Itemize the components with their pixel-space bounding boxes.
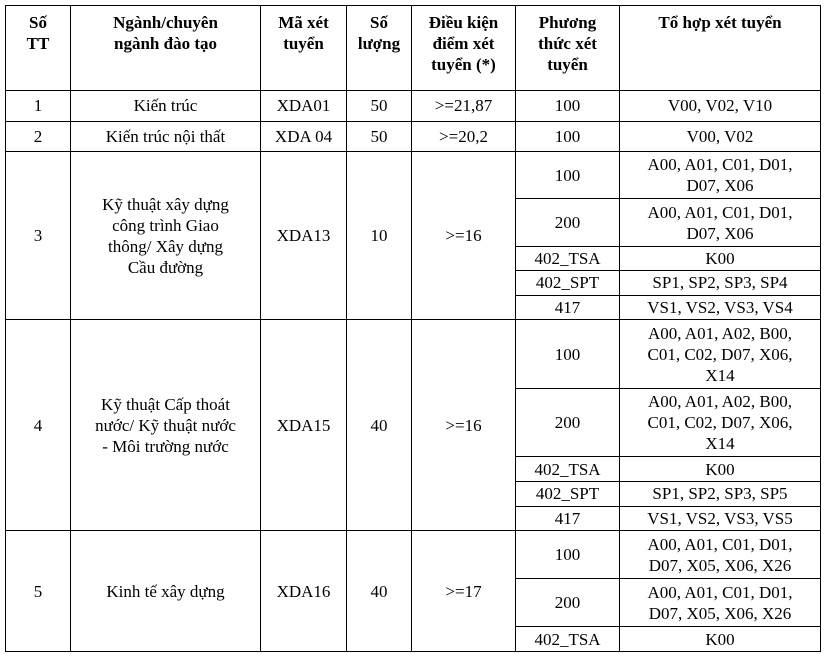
table-row — [6, 531, 821, 579]
row-code: XDA15 — [261, 320, 347, 531]
header-combo: Tổ hợp xét tuyển — [620, 6, 821, 91]
row-method: 402_TSA — [516, 457, 620, 482]
row-method: 402_TSA — [516, 627, 620, 652]
row-method: 417 — [516, 506, 620, 531]
row-stt: 1 — [6, 91, 71, 122]
row-condition: >=21,87 — [412, 91, 516, 122]
header-stt: Số TT — [6, 6, 71, 91]
row-code: XDA 04 — [261, 121, 347, 152]
row-method: 100 — [516, 320, 620, 389]
row-combo: A00, A01, C01, D01, D07, X06 — [620, 152, 821, 199]
row-stt: 2 — [6, 121, 71, 152]
row-combo: A00, A01, A02, B00, C01, C02, D07, X06, X14 — [620, 320, 821, 389]
row-method: 100 — [516, 152, 620, 199]
header-row — [6, 6, 821, 91]
row-quota: 50 — [347, 121, 412, 152]
row-method: 402_SPT — [516, 481, 620, 506]
row-combo: A00, A01, C01, D01, D07, X06 — [620, 199, 821, 246]
admission-table — [5, 5, 821, 652]
row-combo: V00, V02, V10 — [620, 91, 821, 122]
row-combo: A00, A01, A02, B00, C01, C02, D07, X06, X14 — [620, 388, 821, 457]
row-condition: >=20,2 — [412, 121, 516, 152]
row-major: Kỹ thuật xây dựng công trình Giao thông/ Xây dựng Cầu đường — [71, 152, 261, 320]
row-quota: 40 — [347, 320, 412, 531]
row-method: 200 — [516, 388, 620, 457]
row-combo: K00 — [620, 457, 821, 482]
header-major: Ngành/chuyên ngành đào tạo — [71, 6, 261, 91]
table-row — [6, 121, 821, 152]
row-combo: K00 — [620, 246, 821, 271]
row-quota: 50 — [347, 91, 412, 122]
row-combo: VS1, VS2, VS3, VS4 — [620, 295, 821, 320]
header-condition: Điều kiện điểm xét tuyển (*) — [412, 6, 516, 91]
row-stt: 5 — [6, 531, 71, 652]
header-method: Phương thức xét tuyển — [516, 6, 620, 91]
row-major: Kỹ thuật Cấp thoát nước/ Kỹ thuật nước - Môi trường nước — [71, 320, 261, 531]
row-method: 200 — [516, 579, 620, 627]
row-code: XDA16 — [261, 531, 347, 652]
row-major: Kiến trúc nội thất — [71, 121, 261, 152]
row-quota: 10 — [347, 152, 412, 320]
header-quota: Số lượng — [347, 6, 412, 91]
row-major: Kinh tế xây dựng — [71, 531, 261, 652]
row-condition: >=16 — [412, 152, 516, 320]
row-method: 100 — [516, 91, 620, 122]
row-major: Kiến trúc — [71, 91, 261, 122]
table-row — [6, 320, 821, 389]
row-method: 402_SPT — [516, 271, 620, 296]
row-code: XDA13 — [261, 152, 347, 320]
row-method: 100 — [516, 121, 620, 152]
row-combo: VS1, VS2, VS3, VS5 — [620, 506, 821, 531]
table-row — [6, 91, 821, 122]
row-method: 402_TSA — [516, 246, 620, 271]
row-condition: >=17 — [412, 531, 516, 652]
row-method: 100 — [516, 531, 620, 579]
row-combo: A00, A01, C01, D01, D07, X05, X06, X26 — [620, 579, 821, 627]
row-quota: 40 — [347, 531, 412, 652]
row-method: 200 — [516, 199, 620, 246]
table-row — [6, 152, 821, 199]
row-combo: A00, A01, C01, D01, D07, X05, X06, X26 — [620, 531, 821, 579]
row-stt: 3 — [6, 152, 71, 320]
row-combo: V00, V02 — [620, 121, 821, 152]
row-combo: K00 — [620, 627, 821, 652]
row-combo: SP1, SP2, SP3, SP5 — [620, 481, 821, 506]
row-method: 417 — [516, 295, 620, 320]
header-code: Mã xét tuyển — [261, 6, 347, 91]
row-combo: SP1, SP2, SP3, SP4 — [620, 271, 821, 296]
row-stt: 4 — [6, 320, 71, 531]
row-code: XDA01 — [261, 91, 347, 122]
row-condition: >=16 — [412, 320, 516, 531]
